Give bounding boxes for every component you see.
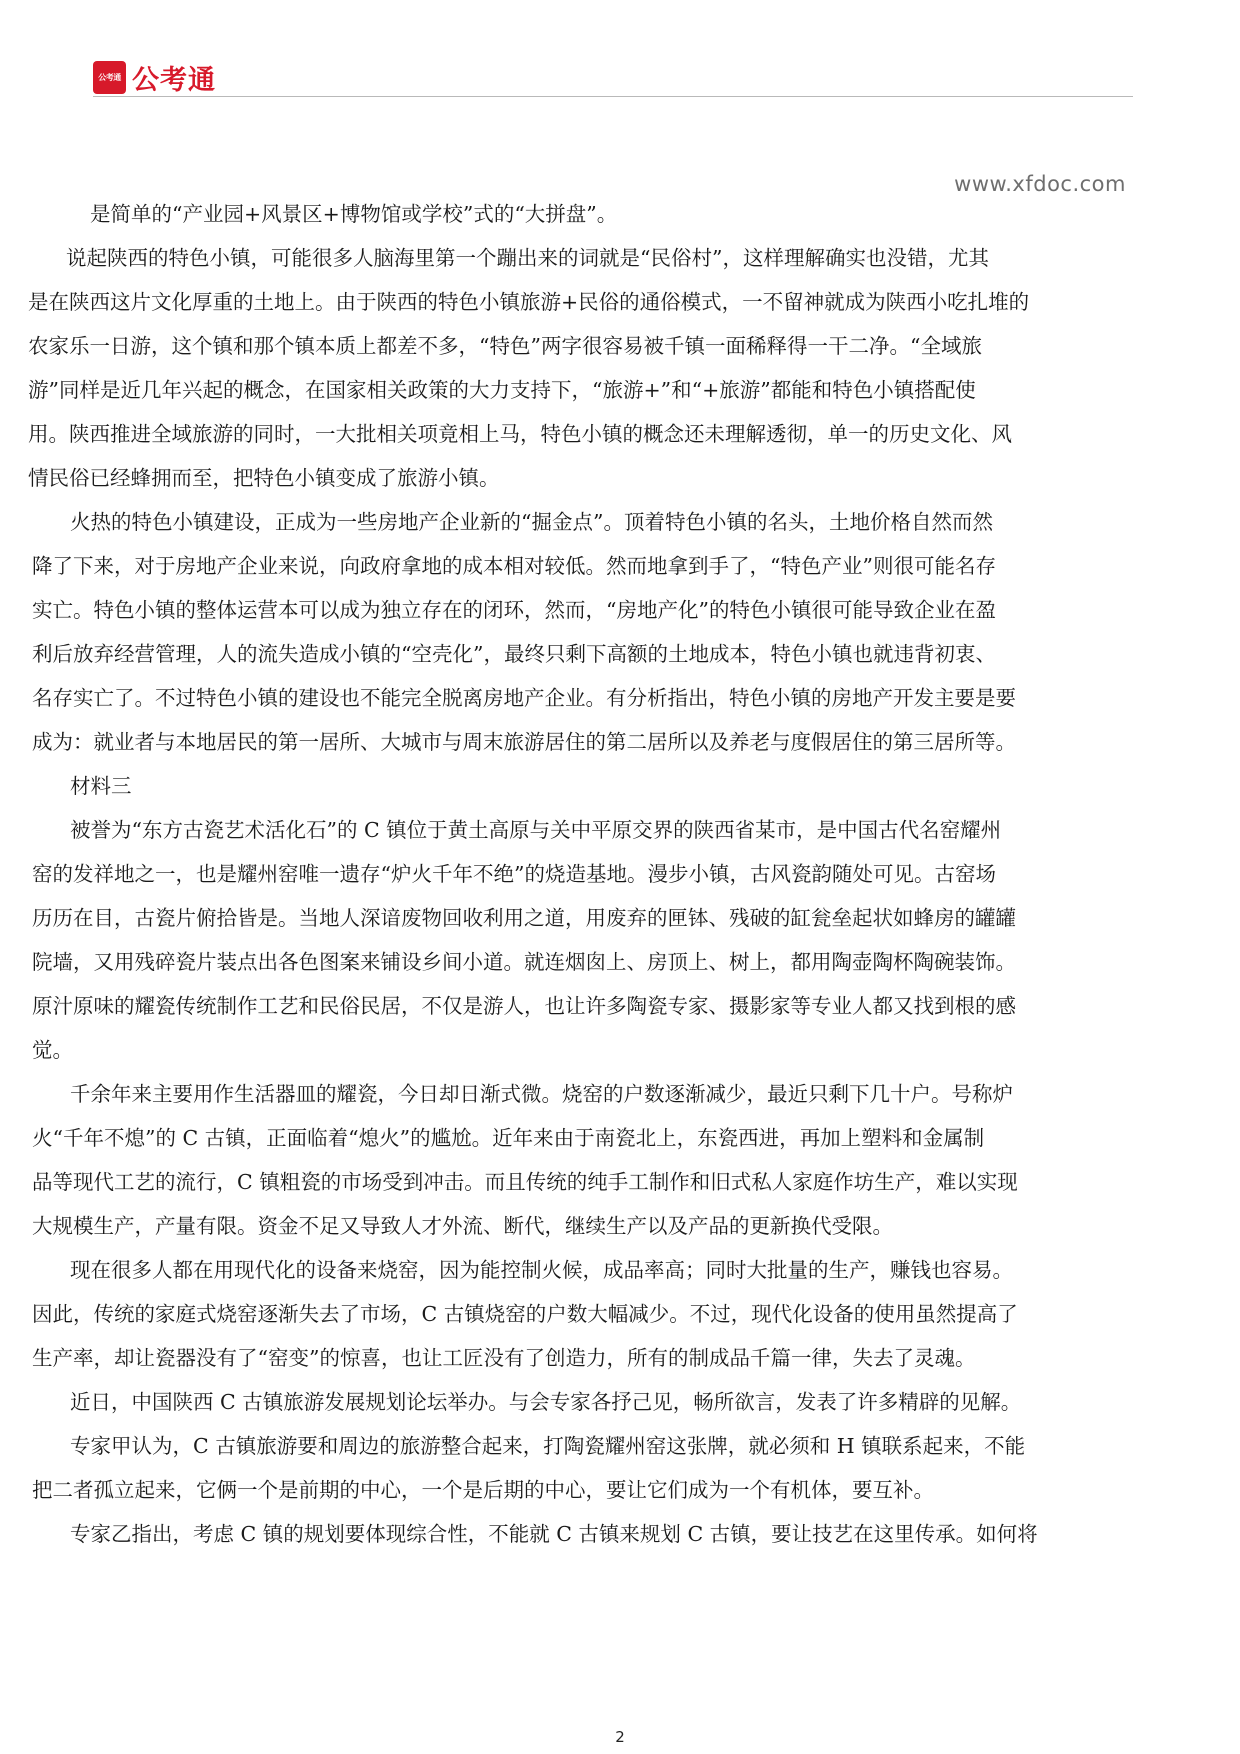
text-line: 是在陕西这片文化厚重的土地上。由于陕西的特色小镇旅游+民俗的通俗模式，一不留神就成为陕西小吃扎堆的 <box>28 290 1030 314</box>
text-line: 火热的特色小镇建设，正成为一些房地产企业新的“掘金点”。顶着特色小镇的名头，土地价格自然而然 <box>70 510 993 534</box>
text-line: 把二者孤立起来，它俩一个是前期的中心，一个是后期的中心，要让它们成为一个有机体，要互补。 <box>32 1478 934 1502</box>
text-line: 说起陕西的特色小镇，可能很多人脑海里第一个蹦出来的词就是“民俗村”，这样理解确实也没错，尤其 <box>66 246 989 270</box>
text-line: 利后放弃经营管理，人的流失造成小镇的“空壳化”，最终只剩下高额的土地成本，特色小镇也就违背初衷、 <box>32 642 996 666</box>
header-divider <box>93 96 1133 97</box>
text-line: 专家乙指出，考虑 C 镇的规划要体现综合性，不能就 C 古镇来规划 C 古镇，要让技艺在这里传承。如何将 <box>70 1522 1038 1546</box>
text-line: 近日，中国陕西 C 古镇旅游发展规划论坛举办。与会专家各抒己见，畅所欲言，发表了许多精辟的见解。 <box>70 1390 1022 1414</box>
text-line: 火“千年不熄”的 C 古镇，正面临着“熄火”的尴尬。近年来由于南瓷北上，东瓷西进，再加上塑料和金属制 <box>32 1126 985 1150</box>
text-line: 大规模生产，产量有限。资金不足又导致人才外流、断代，继续生产以及产品的更新换代受限。 <box>32 1214 893 1238</box>
text-line: 成为：就业者与本地居民的第一居所、大城市与周末旅游居住的第二居所以及养老与度假居住的第三居所等。 <box>32 730 1016 754</box>
text-line: 是简单的“产业园+风景区+博物馆或学校”式的“大拼盘”。 <box>90 202 618 226</box>
text-line: 专家甲认为，C 古镇旅游要和周边的旅游整合起来，打陶瓷耀州窑这张牌，就必须和 H 镇联系起来，不能 <box>70 1434 1026 1458</box>
logo <box>93 58 216 97</box>
text-line: 历历在目，古瓷片俯拾皆是。当地人深谙废物回收利用之道，用废弃的匣钵、残破的缸瓮垒起状如蜂房的罐罐 <box>32 906 1016 930</box>
text-line: 因此，传统的家庭式烧窑逐渐失去了市场，C 古镇烧窑的户数大幅减少。不过，现代化设备的使用虽然提高了 <box>32 1302 1018 1326</box>
text-line: 名存实亡了。不过特色小镇的建设也不能完全脱离房地产企业。有分析指出，特色小镇的房地产开发主要是要 <box>32 686 1016 710</box>
section-heading: 材料三 <box>70 774 132 798</box>
text-line: 实亡。特色小镇的整体运营本可以成为独立存在的闭环，然而，“房地产化”的特色小镇很可能导致企业在盈 <box>32 598 996 622</box>
text-line: 现在很多人都在用现代化的设备来烧窑，因为能控制火候，成品率高；同时大批量的生产，赚钱也容易。 <box>70 1258 1013 1282</box>
text-line: 农家乐一日游，这个镇和那个镇本质上都差不多，“特色”两字很容易被千镇一面稀释得一干二净。“全域旅 <box>28 334 982 358</box>
text-line: 千余年来主要用作生活器皿的耀瓷，今日却日渐式微。烧窑的户数逐渐减少，最近只剩下几十户。号称炉 <box>70 1082 1013 1106</box>
logo-icon: 公考通 <box>93 61 126 94</box>
text-line: 原汁原味的耀瓷传统制作工艺和民俗民居，不仅是游人，也让许多陶瓷专家、摄影家等专业人都又找到根的感 <box>32 994 1016 1018</box>
text-line: 游”同样是近几年兴起的概念，在国家相关政策的大力支持下，“旅游+”和“+旅游”都能和特色小镇搭配使 <box>28 378 976 402</box>
text-line: 降了下来，对于房地产企业来说，向政府拿地的成本相对较低。然而地拿到手了，“特色产业”则很可能名存 <box>32 554 996 578</box>
text-line: 院墙，又用残碎瓷片装点出各色图案来铺设乡间小道。就连烟囱上、房顶上、树上，都用陶壶陶杯陶碗装饰。 <box>32 950 1016 974</box>
text-line: 情民俗已经蜂拥而至，把特色小镇变成了旅游小镇。 <box>28 466 500 490</box>
text-line: 生产率，却让瓷器没有了“窑变”的惊喜，也让工匠没有了创造力，所有的制成品千篇一律，失去了灵魂。 <box>32 1346 976 1370</box>
page-number: 2 <box>615 1728 625 1746</box>
text-line: 被誉为“东方古瓷艺术活化石”的 C 镇位于黄土高原与关中平原交界的陕西省某市，是中国古代名窑耀州 <box>70 818 1002 842</box>
text-line: 用。陕西推进全域旅游的同时，一大批相关项竟相上马，特色小镇的概念还未理解透彻，单一的历史文化、风 <box>28 422 1012 446</box>
logo-text: 公考通 <box>132 65 216 96</box>
text-line: 品等现代工艺的流行，C 镇粗瓷的市场受到冲击。而且传统的纯手工制作和旧式私人家庭作坊生产，难以实现 <box>32 1170 1018 1194</box>
text-line: 觉。 <box>32 1038 73 1062</box>
text-line: 窑的发祥地之一，也是耀州窑唯一遗存“炉火千年不绝”的烧造基地。漫步小镇，古风瓷韵随处可见。古窑场 <box>32 862 996 886</box>
site-url: www.xfdoc.com <box>954 172 1126 196</box>
